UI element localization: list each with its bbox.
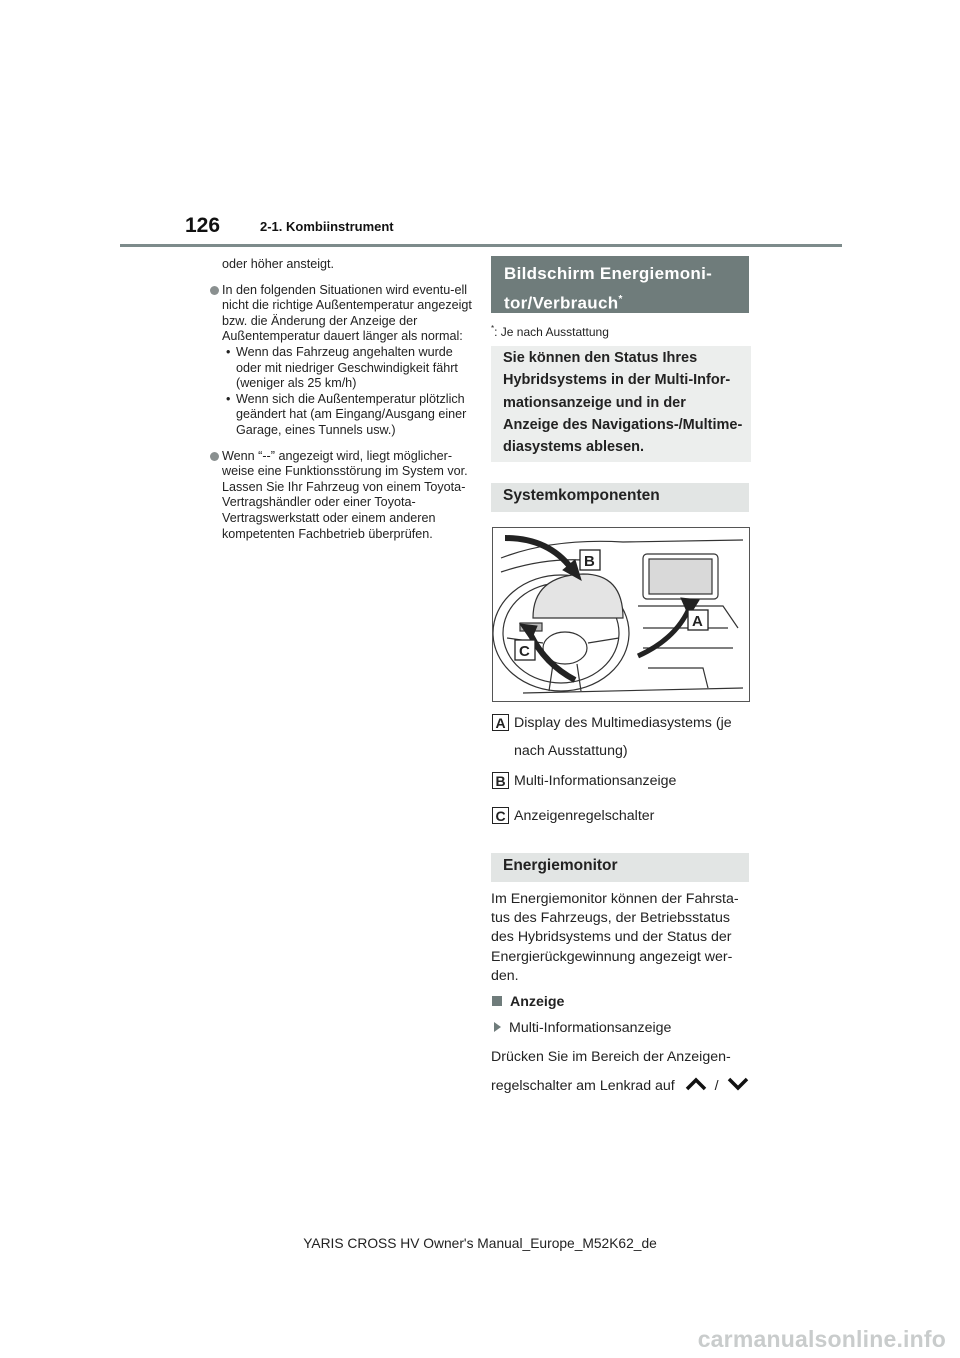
continuation-text: oder höher ansteigt. bbox=[222, 257, 335, 271]
footnote: *: Je nach Ausstattung bbox=[491, 324, 609, 339]
bullet-dot-icon bbox=[210, 452, 219, 461]
display-item: Multi-Informationsanzeige bbox=[494, 1020, 671, 1036]
chevron-up-icon bbox=[685, 1077, 707, 1091]
footer-text: YARIS CROSS HV Owner's Manual_Europe_M52K62_de bbox=[303, 1236, 657, 1251]
bullet-text: In den folgenden Situationen wird eventu-ell nicht die richtige Außentemperatur angezeigt bzw. die Änderung der Anzeige der Außentemperatur dauert länger als normal: bbox=[222, 282, 472, 344]
bullet-item bbox=[210, 449, 472, 543]
page-number: 126 bbox=[185, 214, 221, 237]
figure-label-b: B bbox=[584, 553, 595, 570]
section-heading-energy-monitor: Bildschirm Energiemoni-tor/Verbrauch* bbox=[491, 256, 749, 313]
triangle-bullet-icon bbox=[494, 1022, 501, 1032]
chevron-down-icon bbox=[727, 1077, 749, 1091]
energy-monitor-text: Im Energiemonitor können der Fahrsta-tus des Fahrzeugs, der Betriebsstatus des Hybridsystems und der Status der Energierückgewinnung angezeigt wer-den. bbox=[491, 891, 739, 984]
dashboard-drawing bbox=[493, 528, 749, 701]
bullet-dot-icon bbox=[210, 286, 219, 295]
display-heading: Anzeige bbox=[492, 994, 564, 1010]
figure-label-a: A bbox=[692, 613, 703, 630]
section-title: 2-1. Kombiinstrument bbox=[260, 219, 394, 234]
intro-box bbox=[491, 346, 751, 462]
press-text-line2: regelschalter am Lenkrad auf / bbox=[491, 1077, 761, 1096]
figure-label-c: C bbox=[519, 643, 530, 660]
left-column bbox=[210, 257, 472, 552]
sub-bullet: • Wenn sich die Außentemperatur plötzlich geändert hat (am Eingang/Ausgang einer Garage, eines Tunnels usw.) bbox=[226, 391, 467, 437]
header-divider bbox=[120, 244, 842, 247]
sub-bullet: • Wenn das Fahrzeug angehalten wurde oder mit niedriger Geschwindigkeit fährt (weniger als 25 km/h) bbox=[226, 344, 458, 391]
intro-text: Sie können den Status Ihres Hybridsystems in der Multi-Infor-mationsanzeige und in der Anzeige des Navigations-/Multime-diasystems ablesen. bbox=[503, 350, 743, 456]
press-text-line1: Drücken Sie im Bereich der Anzeigen- bbox=[491, 1049, 731, 1065]
heading-system-components: Systemkomponenten bbox=[491, 483, 749, 512]
square-bullet-icon bbox=[492, 996, 502, 1006]
heading-energy-monitor: Energiemonitor bbox=[491, 853, 749, 882]
watermark: carmanualsonline.info bbox=[697, 1326, 946, 1352]
bullet-item bbox=[210, 283, 472, 439]
bullet-text: Wenn “--” angezeigt wird, liegt möglicher-weise eine Funktionsstörung im System vor. Lassen Sie Ihr Fahrzeug von einem Toyota-Vertragshändler oder einer Toyota-Vertragswerkstatt oder einem anderen kompetenten Fachbetrieb überprüfen. bbox=[222, 448, 468, 541]
dashboard-illustration bbox=[492, 527, 750, 702]
